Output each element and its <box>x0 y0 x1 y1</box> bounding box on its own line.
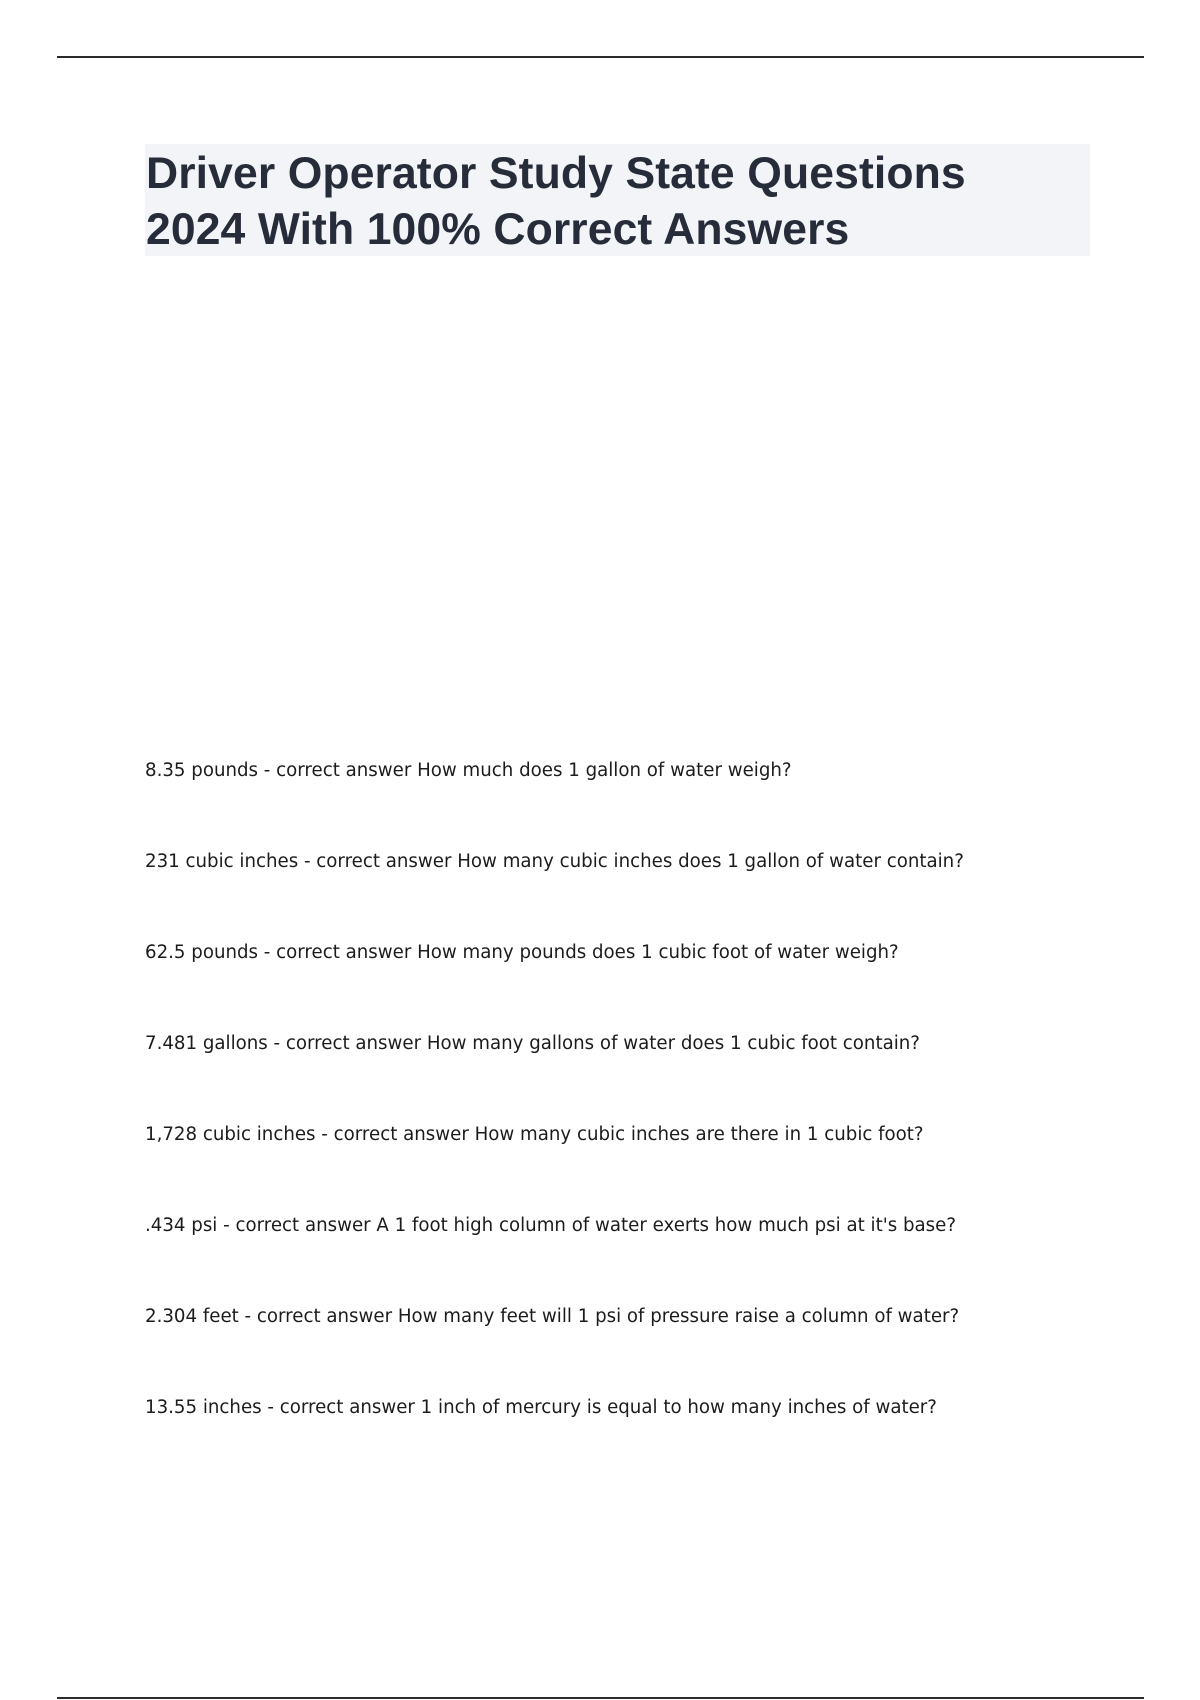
qa-list <box>145 756 1145 1484</box>
qa-item: 62.5 pounds - correct answer How many pounds does 1 cubic foot of water weigh? <box>145 942 899 963</box>
qa-item: 13.55 inches - correct answer 1 inch of mercury is equal to how many inches of water? <box>145 1397 937 1418</box>
qa-item: 2.304 feet - correct answer How many feet will 1 psi of pressure raise a column of water? <box>145 1306 960 1327</box>
qa-item: 231 cubic inches - correct answer How many cubic inches does 1 gallon of water contain? <box>145 851 964 872</box>
qa-item: 7.481 gallons - correct answer How many gallons of water does 1 cubic foot contain? <box>145 1033 920 1054</box>
qa-item: .434 psi - correct answer A 1 foot high column of water exerts how much psi at it's base? <box>145 1215 956 1236</box>
qa-item: 8.35 pounds - correct answer How much does 1 gallon of water weigh? <box>145 760 792 781</box>
qa-item: 1,728 cubic inches - correct answer How many cubic inches are there in 1 cubic foot? <box>145 1124 924 1145</box>
title-line-1: Driver Operator Study State Questions <box>146 149 966 198</box>
document-title <box>145 144 1090 258</box>
title-block <box>145 144 1090 256</box>
title-line-2: 2024 With 100% Correct Answers <box>146 205 850 254</box>
header-rule <box>57 56 1144 58</box>
footer-rule <box>57 1697 1144 1699</box>
